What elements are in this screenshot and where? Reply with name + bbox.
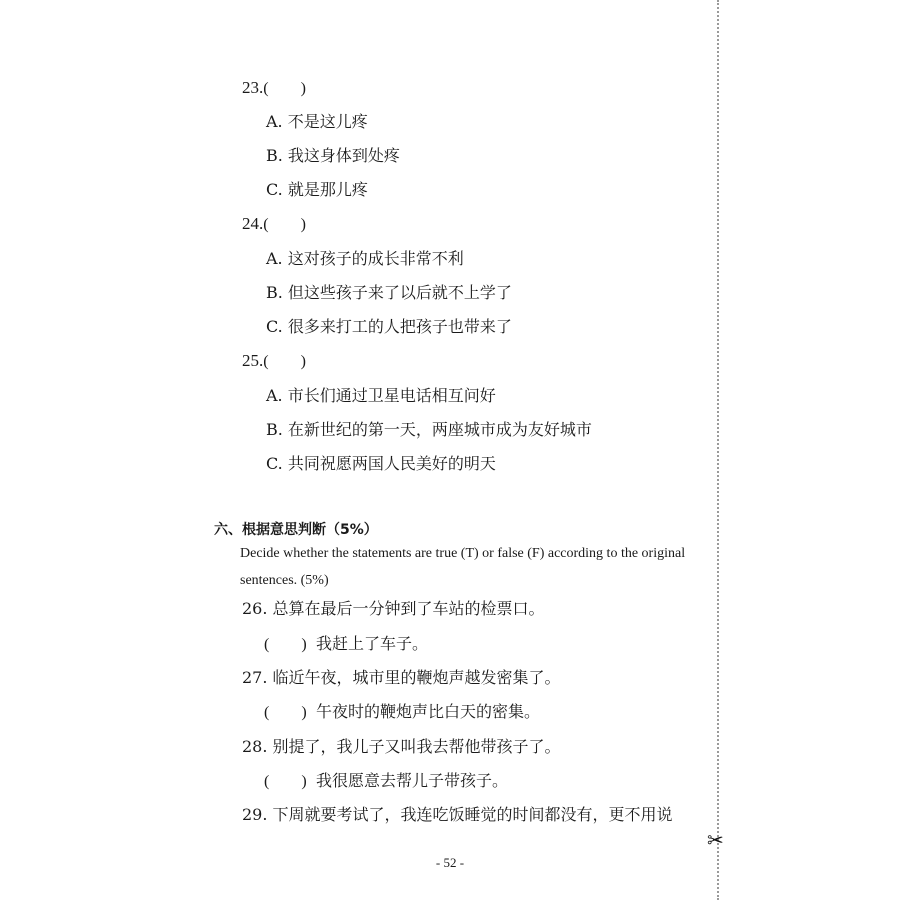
option-25-a: A. 市长们通过卫星电话相互问好 [266,386,496,405]
option-25-b: B. 在新世纪的第一天，两座城市成为友好城市 [266,420,592,439]
cut-line [717,0,719,900]
option-24-b: B. 但这些孩子来了以后就不上学了 [266,283,512,302]
answer-blank[interactable]: ( ) [263,216,306,233]
question-number: 23. [242,78,264,97]
question-25-header [242,351,315,372]
statement-text: 我赶上了车子。 [316,634,429,653]
item-28-sentence: 28. 别提了，我儿子又叫我去帮他带孩子了。 [242,737,561,756]
item-27-sentence: 27. 临近午夜，城市里的鞭炮声越发密集了。 [242,668,561,687]
option-23-a: A. 不是这儿疼 [266,112,368,131]
instruction-line-2: sentences. (5%) [240,573,329,588]
statement-text: 我很愿意去帮儿子带孩子。 [316,771,509,790]
question-number: 25. [242,351,264,370]
scissors-icon: ✂ [707,828,724,852]
item-28-statement-row [264,771,508,792]
answer-blank[interactable]: ( ) [264,773,307,790]
option-25-c: C. 共同祝愿两国人民美好的明天 [266,454,496,473]
answer-blank[interactable]: ( ) [264,636,307,653]
question-number: 24. [242,214,264,233]
question-23-header [242,78,315,99]
answer-blank[interactable]: ( ) [263,80,306,97]
instruction-line-1: Decide whether the statements are true (T) or false (F) according to the original [240,546,686,561]
item-26-statement-row [264,634,428,655]
answer-blank[interactable]: ( ) [263,353,306,370]
page-number: - 52 - [435,855,465,870]
option-23-b: B. 我这身体到处疼 [266,146,400,165]
item-27-statement-row [264,702,540,723]
option-23-c: C. 就是那儿疼 [266,180,368,199]
statement-text: 午夜时的鞭炮声比白天的密集。 [316,702,541,721]
option-24-c: C. 很多来打工的人把孩子也带来了 [266,317,512,336]
section-title: 六、根据意思判断（5%） [214,522,378,538]
question-24-header [242,214,315,235]
option-24-a: A. 这对孩子的成长非常不利 [266,249,464,268]
item-26-sentence: 26. 总算在最后一分钟到了车站的检票口。 [242,599,545,618]
answer-blank[interactable]: ( ) [264,704,307,721]
item-29-sentence: 29. 下周就要考试了，我连吃饭睡觉的时间都没有，更不用说 [242,805,673,824]
